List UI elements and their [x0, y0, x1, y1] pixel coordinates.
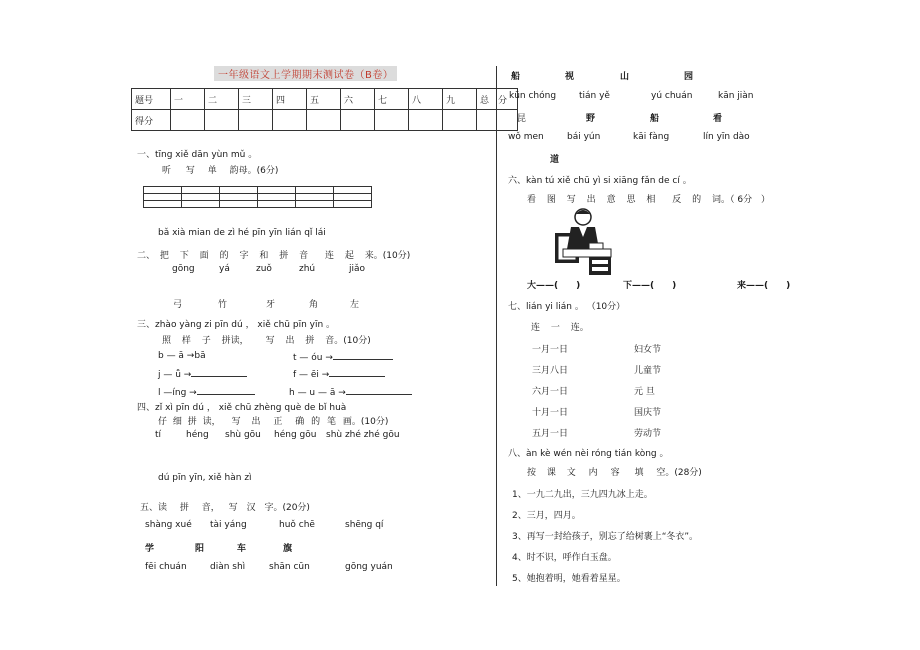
date-item[interactable]: 十月一日 [532, 408, 569, 418]
section3-sub [162, 333, 371, 346]
drawer-line [592, 267, 608, 271]
text: 6分 [737, 195, 753, 205]
fill-sentence: 3、再写一封给孩子，别忘了给树裹上“冬衣”。 [512, 532, 699, 542]
score-cell[interactable] [205, 110, 239, 131]
text: 和 [259, 251, 269, 261]
answer-blank[interactable] [197, 386, 255, 395]
date-item[interactable]: 六月一日 [532, 387, 569, 397]
text: 字。(20分) [264, 503, 310, 513]
pinyin-item: bái yún [567, 132, 601, 142]
table-cell: 总 分 [477, 89, 518, 110]
text: 照 [162, 336, 172, 346]
table-cell: 九 [443, 89, 477, 110]
char-item: 看 [713, 114, 723, 124]
text: 写 [228, 503, 238, 513]
date-item[interactable]: 三月八日 [532, 366, 569, 376]
pinyin-item: tí [155, 430, 162, 440]
char-item: 学 [145, 544, 155, 554]
section1-sub [162, 163, 278, 176]
score-cell[interactable] [273, 110, 307, 131]
text: 拼读， [221, 336, 249, 346]
text: 二、 [137, 251, 156, 261]
column-divider [496, 66, 497, 586]
text: 把 [159, 251, 169, 261]
page-title: 一年级语文上学期期末测试卷（B卷） [214, 66, 397, 81]
char-item: 船 [511, 72, 521, 82]
text: 内 [588, 468, 598, 478]
antonym-blank[interactable]: 来——( ) [737, 281, 791, 291]
fill-item [293, 368, 385, 380]
pinyin-item: gōng yuán [345, 562, 393, 572]
char-item: 野 [586, 114, 596, 124]
char-item: 牙 [266, 300, 276, 310]
pinyin-item: yá [219, 264, 230, 274]
score-cell[interactable] [341, 110, 375, 131]
pinyin-item: héng [186, 430, 209, 440]
score-cell[interactable] [239, 110, 273, 131]
char-item: 山 [620, 72, 630, 82]
text: 子 [201, 336, 211, 346]
table-cell: 七 [375, 89, 409, 110]
pinyin-item: zhú [299, 264, 316, 274]
section6-sub [527, 192, 770, 205]
example-item: b — ā →bā [158, 351, 206, 361]
pinyin-item: shān cūn [269, 562, 310, 572]
holiday-item[interactable]: 元 旦 [634, 387, 655, 397]
text: 音。(10分) [325, 336, 371, 346]
pinyin-item: kāi fàng [633, 132, 670, 142]
score-row [132, 110, 518, 131]
fill-item [158, 386, 255, 398]
text: 图 [546, 195, 556, 205]
char-item: 园 [684, 72, 694, 82]
fill-sentence: 1、一九二九出，三九四九冰上走。 [512, 490, 653, 500]
fill-sentence: 2、三月，四月。 [512, 511, 581, 521]
table-cell: 四 [273, 89, 307, 110]
text: f — ēi → [293, 370, 330, 380]
text: 出 [251, 417, 261, 427]
section4-heading: 四、zǐ xì pīn dú ， xiě chū zhèng què de bǐ huà [137, 403, 347, 413]
desk-top [563, 249, 611, 257]
pinyin-item: shù zhé zhé gōu [326, 430, 400, 440]
char-item: 昆 [517, 114, 527, 124]
text: l —íng → [158, 388, 197, 398]
text: 面 [199, 251, 209, 261]
holiday-item[interactable]: 国庆节 [634, 408, 662, 418]
answer-blank[interactable] [333, 351, 393, 360]
text: 正 [273, 417, 283, 427]
text: 样 [181, 336, 191, 346]
text: 仔 [158, 417, 168, 427]
text: 单 [207, 166, 217, 176]
text: 课 [546, 468, 556, 478]
text: 写 [265, 336, 275, 346]
text: 听 [162, 166, 172, 176]
text: ） [761, 195, 771, 205]
text: t — óu → [293, 353, 333, 363]
section5-heading [140, 500, 310, 513]
pinyin-item: shù gōu [225, 430, 261, 440]
char-item: 旗 [283, 544, 293, 554]
text: 画。(10分) [342, 417, 389, 427]
pinyin-item: wǒ men [508, 132, 544, 142]
holiday-item[interactable]: 儿童节 [634, 366, 662, 376]
text: 拼 [279, 251, 289, 261]
answer-blank[interactable] [191, 368, 247, 377]
pinyin-item: jiǎo [349, 264, 366, 274]
pinyin-item: yú chuán [651, 91, 693, 101]
table-cell: 一 [171, 89, 205, 110]
section3-heading: 三、zhào yàng zi pīn dú ， xiě chū pīn yīn 。 [137, 320, 336, 330]
text: 一 [550, 323, 560, 333]
section7-heading: 七、lián yi lián 。 （10分） [508, 302, 626, 312]
text: 意 [606, 195, 616, 205]
text: 的 [311, 417, 321, 427]
section1-heading: 一、tīng xiě dān yùn mǔ 。 [137, 150, 258, 160]
table-cell: 题号 [132, 89, 171, 110]
text: 文 [566, 468, 576, 478]
text: 写 [185, 166, 195, 176]
text: 连 [325, 251, 335, 261]
text: 的 [219, 251, 229, 261]
section2-heading [137, 248, 410, 261]
paper [589, 243, 603, 249]
text: 容 [610, 468, 620, 478]
text: h — u — ā → [289, 388, 346, 398]
text: 相 [646, 195, 656, 205]
text: 音 [299, 251, 309, 261]
section8-heading: 八、àn kè wén nèi róng tián kòng 。 [508, 449, 669, 459]
section6-heading: 六、kàn tú xiě chū yì si xiāng fǎn de cí 。 [508, 176, 692, 186]
text: 拼 [179, 503, 189, 513]
table-cell: 六 [341, 89, 375, 110]
text: 读， [202, 417, 221, 427]
score-cell[interactable] [307, 110, 341, 131]
pinyin-item: shàng xué [145, 520, 192, 530]
text: 看 [527, 195, 537, 205]
pinyin-item: kūn chóng [509, 91, 557, 101]
char-item: 道 [550, 155, 560, 165]
text: 写 [566, 195, 576, 205]
section4-sub [158, 414, 388, 427]
table-cell: 八 [409, 89, 443, 110]
text: 出 [285, 336, 295, 346]
char-item: 竹 [218, 300, 228, 310]
table-cell: 二 [205, 89, 239, 110]
text: 连 [531, 323, 541, 333]
score-cell[interactable] [409, 110, 443, 131]
text: 拼 [305, 336, 315, 346]
antonym-blank[interactable]: 下——( ) [623, 281, 677, 291]
text: 起 [344, 251, 354, 261]
score-table [131, 88, 518, 131]
text: 来。(10分) [364, 251, 411, 261]
char-item: 阳 [195, 544, 205, 554]
person-at-desk-illustration [553, 205, 615, 277]
section7-sub [531, 320, 589, 333]
score-cell[interactable] [443, 110, 477, 131]
pinyin-item: lín yīn dào [703, 132, 750, 142]
date-item[interactable]: 一月一日 [532, 345, 569, 355]
text: 拼 [187, 417, 197, 427]
text: j — ǚ → [158, 370, 192, 380]
text: 写 [231, 417, 241, 427]
table-cell: 三 [239, 89, 273, 110]
table-cell: 五 [307, 89, 341, 110]
fill-sentence: 4、时不识，呼作白玉盘。 [512, 553, 617, 563]
desk-drawer [589, 257, 611, 275]
text: 下 [179, 251, 189, 261]
fill-sentence: 5、她抱着明，她看着星星。 [512, 574, 626, 584]
holiday-item[interactable]: 妇女节 [634, 345, 662, 355]
drawer-line [592, 260, 608, 264]
answer-blank[interactable] [346, 386, 412, 395]
text: 词。（ [712, 195, 735, 205]
holiday-item[interactable]: 劳动节 [634, 429, 662, 439]
text: 汉 [246, 503, 256, 513]
pinyin-item: zuǒ [256, 264, 272, 274]
fill-item [158, 368, 247, 380]
text: 反 [672, 195, 682, 205]
pinyin-item: fēi chuán [145, 562, 187, 572]
text: 的 [692, 195, 702, 205]
pinyin-item: gōng [172, 264, 195, 274]
pinyin-item: diàn shì [210, 562, 246, 572]
score-cell[interactable] [375, 110, 409, 131]
pinyin-item: kān jiàn [718, 91, 754, 101]
text: 确 [295, 417, 305, 427]
pinyin-item: tián yě [579, 91, 610, 101]
text: 音， [201, 503, 220, 513]
text: 韵母。(6分) [229, 166, 279, 176]
writing-grid[interactable] [143, 186, 372, 208]
section4-footer: dú pīn yīn, xiě hàn zì [158, 473, 252, 483]
char-item: 左 [350, 300, 360, 310]
char-item: 车 [237, 544, 247, 554]
text: 按 [527, 468, 537, 478]
section8-sub [527, 465, 702, 478]
text: 空。(28分) [656, 468, 702, 478]
score-header-row [132, 89, 518, 110]
pinyin-item: tài yáng [210, 520, 247, 530]
text: 字 [239, 251, 249, 261]
date-item[interactable]: 五月一日 [532, 429, 569, 439]
text: 填 [634, 468, 644, 478]
answer-blank[interactable] [329, 368, 385, 377]
antonym-blank[interactable]: 大——( ) [527, 281, 581, 291]
char-item: 视 [565, 72, 575, 82]
text: 思 [626, 195, 636, 205]
section1-footer: bǎ xià mian de zì hé pīn yīn lián qǐ lái [158, 228, 326, 238]
text: 五、读 [140, 503, 168, 513]
fill-item [289, 386, 412, 398]
table-cell: 得分 [132, 110, 171, 131]
char-item: 角 [309, 300, 319, 310]
pinyin-item: huǒ chē [279, 520, 315, 530]
score-cell[interactable] [477, 110, 518, 131]
char-item: 船 [650, 114, 660, 124]
fill-item [293, 351, 393, 363]
char-item: 弓 [173, 300, 183, 310]
score-cell[interactable] [171, 110, 205, 131]
text: 出 [586, 195, 596, 205]
text: 笔 [327, 417, 337, 427]
text: 细 [172, 417, 182, 427]
pinyin-item: shēng qí [345, 520, 384, 530]
text: 连。 [570, 323, 589, 333]
pinyin-item: héng gōu [274, 430, 317, 440]
